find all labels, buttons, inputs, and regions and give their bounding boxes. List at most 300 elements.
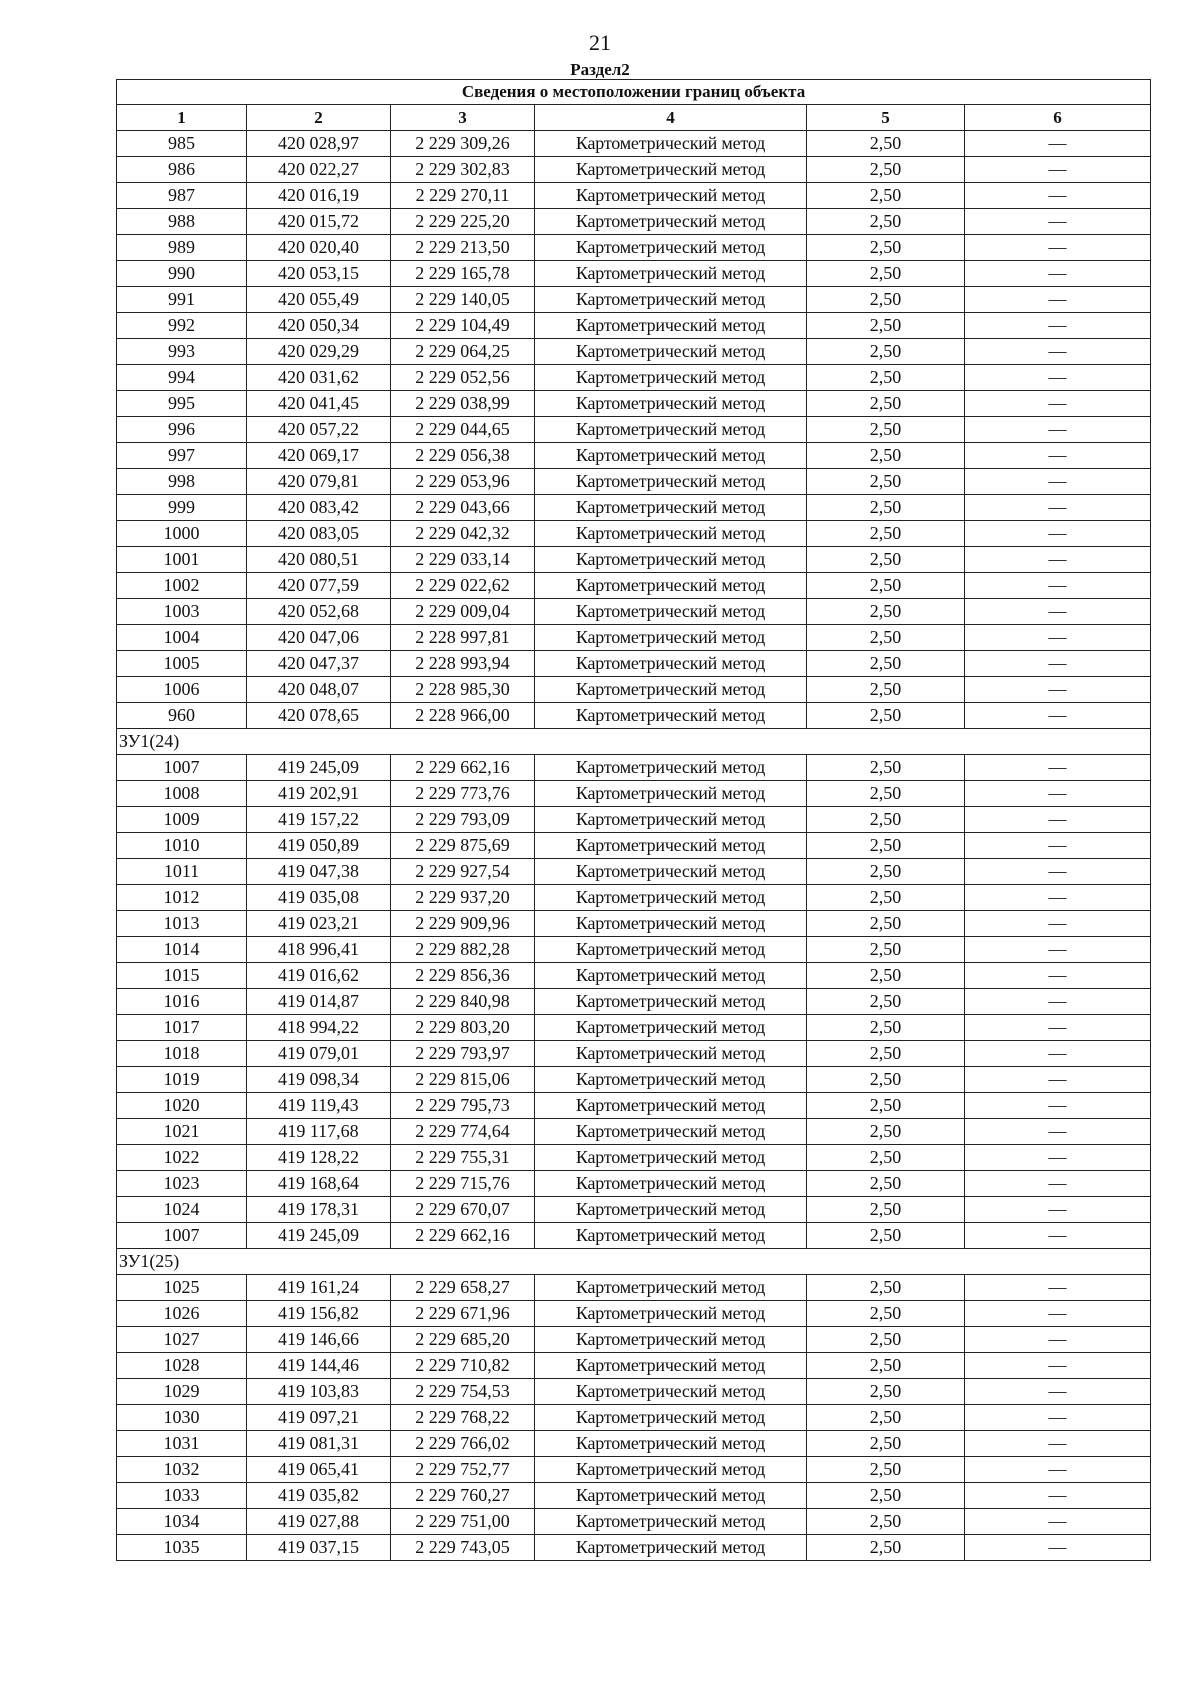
- point-number-cell: 1007: [117, 755, 247, 781]
- note-cell: —: [965, 1405, 1151, 1431]
- accuracy-cell: 2,50: [807, 365, 965, 391]
- accuracy-cell: 2,50: [807, 183, 965, 209]
- column-number-4: 4: [535, 105, 807, 131]
- y-coordinate-cell: 2 229 104,49: [391, 313, 535, 339]
- method-cell: Картометрический метод: [535, 209, 807, 235]
- point-number-cell: 998: [117, 469, 247, 495]
- y-coordinate-cell: 2 229 685,20: [391, 1327, 535, 1353]
- accuracy-cell: 2,50: [807, 521, 965, 547]
- table-row: [117, 677, 1151, 703]
- x-coordinate-cell: 420 083,05: [247, 521, 391, 547]
- x-coordinate-cell: 419 027,88: [247, 1509, 391, 1535]
- accuracy-cell: 2,50: [807, 1171, 965, 1197]
- method-cell: Картометрический метод: [535, 313, 807, 339]
- x-coordinate-cell: 420 078,65: [247, 703, 391, 729]
- method-cell: Картометрический метод: [535, 833, 807, 859]
- y-coordinate-cell: 2 229 793,09: [391, 807, 535, 833]
- y-coordinate-cell: 2 229 042,32: [391, 521, 535, 547]
- method-cell: Картометрический метод: [535, 781, 807, 807]
- method-cell: Картометрический метод: [535, 1275, 807, 1301]
- x-coordinate-cell: 419 079,01: [247, 1041, 391, 1067]
- accuracy-cell: 2,50: [807, 339, 965, 365]
- accuracy-cell: 2,50: [807, 1145, 965, 1171]
- note-cell: —: [965, 1509, 1151, 1535]
- note-cell: —: [965, 911, 1151, 937]
- note-cell: —: [965, 859, 1151, 885]
- y-coordinate-cell: 2 229 225,20: [391, 209, 535, 235]
- note-cell: —: [965, 235, 1151, 261]
- accuracy-cell: 2,50: [807, 235, 965, 261]
- note-cell: —: [965, 677, 1151, 703]
- y-coordinate-cell: 2 229 795,73: [391, 1093, 535, 1119]
- note-cell: —: [965, 183, 1151, 209]
- point-number-cell: 990: [117, 261, 247, 287]
- section-title: Раздел2: [570, 60, 630, 79]
- point-number-cell: 1013: [117, 911, 247, 937]
- accuracy-cell: 2,50: [807, 287, 965, 313]
- table-body: [117, 131, 1151, 1561]
- y-coordinate-cell: 2 229 662,16: [391, 755, 535, 781]
- y-coordinate-cell: 2 229 056,38: [391, 443, 535, 469]
- x-coordinate-cell: 420 048,07: [247, 677, 391, 703]
- y-coordinate-cell: 2 229 022,62: [391, 573, 535, 599]
- accuracy-cell: 2,50: [807, 1405, 965, 1431]
- table-row: [117, 989, 1151, 1015]
- y-coordinate-cell: 2 229 715,76: [391, 1171, 535, 1197]
- table-row: [117, 1223, 1151, 1249]
- method-cell: Картометрический метод: [535, 1509, 807, 1535]
- x-coordinate-cell: 420 020,40: [247, 235, 391, 261]
- point-number-cell: 1023: [117, 1171, 247, 1197]
- point-number-cell: 1008: [117, 781, 247, 807]
- y-coordinate-cell: 2 229 662,16: [391, 1223, 535, 1249]
- table-caption: Сведения о местоположении границ объекта: [117, 80, 1151, 105]
- boundary-coordinates-table: [116, 79, 1151, 1561]
- table-row: [117, 313, 1151, 339]
- y-coordinate-cell: 2 229 768,22: [391, 1405, 535, 1431]
- method-cell: Картометрический метод: [535, 911, 807, 937]
- y-coordinate-cell: 2 229 140,05: [391, 287, 535, 313]
- accuracy-cell: 2,50: [807, 1535, 965, 1561]
- group-label: ЗУ1(24): [117, 729, 1151, 755]
- point-number-cell: 1035: [117, 1535, 247, 1561]
- x-coordinate-cell: 418 994,22: [247, 1015, 391, 1041]
- x-coordinate-cell: 419 119,43: [247, 1093, 391, 1119]
- table-row: [117, 1301, 1151, 1327]
- point-number-cell: 1001: [117, 547, 247, 573]
- note-cell: —: [965, 755, 1151, 781]
- x-coordinate-cell: 419 023,21: [247, 911, 391, 937]
- point-number-cell: 995: [117, 391, 247, 417]
- method-cell: Картометрический метод: [535, 963, 807, 989]
- table-row: [117, 1041, 1151, 1067]
- table-row: [117, 1119, 1151, 1145]
- method-cell: Картометрический метод: [535, 365, 807, 391]
- table-row: [117, 339, 1151, 365]
- note-cell: —: [965, 1015, 1151, 1041]
- point-number-cell: 1020: [117, 1093, 247, 1119]
- y-coordinate-cell: 2 229 774,64: [391, 1119, 535, 1145]
- point-number-cell: 1002: [117, 573, 247, 599]
- point-number-cell: 1003: [117, 599, 247, 625]
- method-cell: Картометрический метод: [535, 1171, 807, 1197]
- x-coordinate-cell: 419 146,66: [247, 1327, 391, 1353]
- point-number-cell: 1015: [117, 963, 247, 989]
- group-header-row: [117, 729, 1151, 755]
- accuracy-cell: 2,50: [807, 963, 965, 989]
- x-coordinate-cell: 420 015,72: [247, 209, 391, 235]
- x-coordinate-cell: 420 077,59: [247, 573, 391, 599]
- accuracy-cell: 2,50: [807, 131, 965, 157]
- table-row: [117, 859, 1151, 885]
- note-cell: —: [965, 833, 1151, 859]
- accuracy-cell: 2,50: [807, 1431, 965, 1457]
- y-coordinate-cell: 2 228 997,81: [391, 625, 535, 651]
- x-coordinate-cell: 420 050,34: [247, 313, 391, 339]
- table-row: [117, 807, 1151, 833]
- method-cell: Картометрический метод: [535, 183, 807, 209]
- x-coordinate-cell: 419 245,09: [247, 1223, 391, 1249]
- y-coordinate-cell: 2 229 043,66: [391, 495, 535, 521]
- point-number-cell: 1004: [117, 625, 247, 651]
- y-coordinate-cell: 2 229 754,53: [391, 1379, 535, 1405]
- point-number-cell: 1000: [117, 521, 247, 547]
- table-row: [117, 417, 1151, 443]
- x-coordinate-cell: 419 050,89: [247, 833, 391, 859]
- note-cell: —: [965, 599, 1151, 625]
- note-cell: —: [965, 1301, 1151, 1327]
- note-cell: —: [965, 1145, 1151, 1171]
- accuracy-cell: 2,50: [807, 391, 965, 417]
- x-coordinate-cell: 419 168,64: [247, 1171, 391, 1197]
- accuracy-cell: 2,50: [807, 625, 965, 651]
- y-coordinate-cell: 2 229 937,20: [391, 885, 535, 911]
- y-coordinate-cell: 2 229 309,26: [391, 131, 535, 157]
- accuracy-cell: 2,50: [807, 417, 965, 443]
- y-coordinate-cell: 2 229 766,02: [391, 1431, 535, 1457]
- method-cell: Картометрический метод: [535, 573, 807, 599]
- method-cell: Картометрический метод: [535, 287, 807, 313]
- method-cell: Картометрический метод: [535, 651, 807, 677]
- note-cell: —: [965, 703, 1151, 729]
- table-row: [117, 547, 1151, 573]
- accuracy-cell: 2,50: [807, 157, 965, 183]
- table-row: [117, 703, 1151, 729]
- y-coordinate-cell: 2 229 751,00: [391, 1509, 535, 1535]
- method-cell: Картометрический метод: [535, 1015, 807, 1041]
- note-cell: —: [965, 1327, 1151, 1353]
- point-number-cell: 1026: [117, 1301, 247, 1327]
- column-number-5: 5: [807, 105, 965, 131]
- y-coordinate-cell: 2 229 815,06: [391, 1067, 535, 1093]
- method-cell: Картометрический метод: [535, 937, 807, 963]
- accuracy-cell: 2,50: [807, 209, 965, 235]
- table-row: [117, 1431, 1151, 1457]
- accuracy-cell: 2,50: [807, 1301, 965, 1327]
- table-row: [117, 1275, 1151, 1301]
- y-coordinate-cell: 2 229 658,27: [391, 1275, 535, 1301]
- x-coordinate-cell: 420 041,45: [247, 391, 391, 417]
- point-number-cell: 985: [117, 131, 247, 157]
- note-cell: —: [965, 365, 1151, 391]
- note-cell: —: [965, 443, 1151, 469]
- accuracy-cell: 2,50: [807, 1509, 965, 1535]
- accuracy-cell: 2,50: [807, 885, 965, 911]
- table-row: [117, 469, 1151, 495]
- accuracy-cell: 2,50: [807, 443, 965, 469]
- x-coordinate-cell: 419 128,22: [247, 1145, 391, 1171]
- note-cell: —: [965, 1093, 1151, 1119]
- accuracy-cell: 2,50: [807, 1093, 965, 1119]
- point-number-cell: 960: [117, 703, 247, 729]
- note-cell: —: [965, 1535, 1151, 1561]
- point-number-cell: 993: [117, 339, 247, 365]
- x-coordinate-cell: 419 117,68: [247, 1119, 391, 1145]
- table-row: [117, 885, 1151, 911]
- accuracy-cell: 2,50: [807, 651, 965, 677]
- note-cell: —: [965, 1379, 1151, 1405]
- x-coordinate-cell: 420 053,15: [247, 261, 391, 287]
- table-row: [117, 1145, 1151, 1171]
- y-coordinate-cell: 2 229 671,96: [391, 1301, 535, 1327]
- method-cell: Картометрический метод: [535, 1457, 807, 1483]
- point-number-cell: 1031: [117, 1431, 247, 1457]
- accuracy-cell: 2,50: [807, 911, 965, 937]
- method-cell: Картометрический метод: [535, 703, 807, 729]
- method-cell: Картометрический метод: [535, 1093, 807, 1119]
- note-cell: —: [965, 1067, 1151, 1093]
- y-coordinate-cell: 2 229 760,27: [391, 1483, 535, 1509]
- y-coordinate-cell: 2 229 052,56: [391, 365, 535, 391]
- accuracy-cell: 2,50: [807, 1379, 965, 1405]
- table-row: [117, 1379, 1151, 1405]
- method-cell: Картометрический метод: [535, 157, 807, 183]
- y-coordinate-cell: 2 229 743,05: [391, 1535, 535, 1561]
- y-coordinate-cell: 2 228 966,00: [391, 703, 535, 729]
- method-cell: Картометрический метод: [535, 807, 807, 833]
- note-cell: —: [965, 157, 1151, 183]
- table-row: [117, 963, 1151, 989]
- point-number-cell: 1011: [117, 859, 247, 885]
- method-cell: Картометрический метод: [535, 495, 807, 521]
- x-coordinate-cell: 418 996,41: [247, 937, 391, 963]
- x-coordinate-cell: 420 057,22: [247, 417, 391, 443]
- point-number-cell: 1032: [117, 1457, 247, 1483]
- point-number-cell: 1017: [117, 1015, 247, 1041]
- y-coordinate-cell: 2 229 270,11: [391, 183, 535, 209]
- method-cell: Картометрический метод: [535, 391, 807, 417]
- note-cell: —: [965, 1223, 1151, 1249]
- method-cell: Картометрический метод: [535, 547, 807, 573]
- method-cell: Картометрический метод: [535, 1145, 807, 1171]
- method-cell: Картометрический метод: [535, 885, 807, 911]
- y-coordinate-cell: 2 229 710,82: [391, 1353, 535, 1379]
- column-number-1: 1: [117, 105, 247, 131]
- x-coordinate-cell: 419 161,24: [247, 1275, 391, 1301]
- y-coordinate-cell: 2 229 840,98: [391, 989, 535, 1015]
- method-cell: Картометрический метод: [535, 1379, 807, 1405]
- accuracy-cell: 2,50: [807, 547, 965, 573]
- x-coordinate-cell: 420 047,37: [247, 651, 391, 677]
- table-row: [117, 1171, 1151, 1197]
- note-cell: —: [965, 209, 1151, 235]
- accuracy-cell: 2,50: [807, 703, 965, 729]
- method-cell: Картометрический метод: [535, 989, 807, 1015]
- point-number-cell: 1021: [117, 1119, 247, 1145]
- x-coordinate-cell: 420 016,19: [247, 183, 391, 209]
- table-row: [117, 781, 1151, 807]
- point-number-cell: 1029: [117, 1379, 247, 1405]
- y-coordinate-cell: 2 229 213,50: [391, 235, 535, 261]
- x-coordinate-cell: 420 047,06: [247, 625, 391, 651]
- method-cell: Картометрический метод: [535, 1353, 807, 1379]
- accuracy-cell: 2,50: [807, 1197, 965, 1223]
- x-coordinate-cell: 419 156,82: [247, 1301, 391, 1327]
- x-coordinate-cell: 419 016,62: [247, 963, 391, 989]
- y-coordinate-cell: 2 229 875,69: [391, 833, 535, 859]
- method-cell: Картометрический метод: [535, 599, 807, 625]
- note-cell: —: [965, 261, 1151, 287]
- point-number-cell: 1019: [117, 1067, 247, 1093]
- table-row: [117, 131, 1151, 157]
- point-number-cell: 1010: [117, 833, 247, 859]
- table-row: [117, 1457, 1151, 1483]
- table-row: [117, 1067, 1151, 1093]
- y-coordinate-cell: 2 228 985,30: [391, 677, 535, 703]
- note-cell: —: [965, 807, 1151, 833]
- method-cell: Картометрический метод: [535, 1301, 807, 1327]
- group-header-row: [117, 1249, 1151, 1275]
- y-coordinate-cell: 2 229 044,65: [391, 417, 535, 443]
- y-coordinate-cell: 2 229 064,25: [391, 339, 535, 365]
- x-coordinate-cell: 419 035,08: [247, 885, 391, 911]
- table-row: [117, 261, 1151, 287]
- table-row: [117, 937, 1151, 963]
- x-coordinate-cell: 420 052,68: [247, 599, 391, 625]
- table-row: [117, 755, 1151, 781]
- method-cell: Картометрический метод: [535, 1405, 807, 1431]
- method-cell: Картометрический метод: [535, 1223, 807, 1249]
- note-cell: —: [965, 391, 1151, 417]
- table-row: [117, 235, 1151, 261]
- group-label: ЗУ1(25): [117, 1249, 1151, 1275]
- accuracy-cell: 2,50: [807, 1015, 965, 1041]
- method-cell: Картометрический метод: [535, 1067, 807, 1093]
- accuracy-cell: 2,50: [807, 1457, 965, 1483]
- x-coordinate-cell: 420 055,49: [247, 287, 391, 313]
- note-cell: —: [965, 495, 1151, 521]
- method-cell: Картометрический метод: [535, 1535, 807, 1561]
- note-cell: —: [965, 287, 1151, 313]
- note-cell: —: [965, 573, 1151, 599]
- y-coordinate-cell: 2 229 882,28: [391, 937, 535, 963]
- point-number-cell: 1028: [117, 1353, 247, 1379]
- column-number-row: [117, 105, 1151, 131]
- table-row: [117, 495, 1151, 521]
- note-cell: —: [965, 1171, 1151, 1197]
- point-number-cell: 992: [117, 313, 247, 339]
- point-number-cell: 987: [117, 183, 247, 209]
- accuracy-cell: 2,50: [807, 313, 965, 339]
- method-cell: Картометрический метод: [535, 625, 807, 651]
- accuracy-cell: 2,50: [807, 755, 965, 781]
- point-number-cell: 1033: [117, 1483, 247, 1509]
- note-cell: —: [965, 781, 1151, 807]
- point-number-cell: 996: [117, 417, 247, 443]
- method-cell: Картометрический метод: [535, 417, 807, 443]
- method-cell: Картометрический метод: [535, 469, 807, 495]
- table-row: [117, 833, 1151, 859]
- y-coordinate-cell: 2 229 009,04: [391, 599, 535, 625]
- x-coordinate-cell: 419 097,21: [247, 1405, 391, 1431]
- accuracy-cell: 2,50: [807, 833, 965, 859]
- accuracy-cell: 2,50: [807, 1327, 965, 1353]
- accuracy-cell: 2,50: [807, 573, 965, 599]
- point-number-cell: 994: [117, 365, 247, 391]
- x-coordinate-cell: 419 014,87: [247, 989, 391, 1015]
- method-cell: Картометрический метод: [535, 1197, 807, 1223]
- x-coordinate-cell: 419 098,34: [247, 1067, 391, 1093]
- x-coordinate-cell: 419 202,91: [247, 781, 391, 807]
- note-cell: —: [965, 469, 1151, 495]
- x-coordinate-cell: 420 028,97: [247, 131, 391, 157]
- note-cell: —: [965, 1353, 1151, 1379]
- table-row: [117, 1327, 1151, 1353]
- x-coordinate-cell: 420 080,51: [247, 547, 391, 573]
- table-row: [117, 651, 1151, 677]
- note-cell: —: [965, 651, 1151, 677]
- note-cell: —: [965, 1041, 1151, 1067]
- accuracy-cell: 2,50: [807, 1223, 965, 1249]
- accuracy-cell: 2,50: [807, 1353, 965, 1379]
- table-row: [117, 1509, 1151, 1535]
- y-coordinate-cell: 2 229 793,97: [391, 1041, 535, 1067]
- y-coordinate-cell: 2 229 670,07: [391, 1197, 535, 1223]
- method-cell: Картометрический метод: [535, 131, 807, 157]
- table-row: [117, 391, 1151, 417]
- point-number-cell: 989: [117, 235, 247, 261]
- y-coordinate-cell: 2 229 302,83: [391, 157, 535, 183]
- x-coordinate-cell: 419 035,82: [247, 1483, 391, 1509]
- x-coordinate-cell: 420 083,42: [247, 495, 391, 521]
- point-number-cell: 1012: [117, 885, 247, 911]
- point-number-cell: 1034: [117, 1509, 247, 1535]
- table-row: [117, 157, 1151, 183]
- note-cell: —: [965, 417, 1151, 443]
- table-row: [117, 287, 1151, 313]
- table-row: [117, 1093, 1151, 1119]
- table-row: [117, 625, 1151, 651]
- point-number-cell: 1030: [117, 1405, 247, 1431]
- y-coordinate-cell: 2 229 856,36: [391, 963, 535, 989]
- y-coordinate-cell: 2 229 755,31: [391, 1145, 535, 1171]
- x-coordinate-cell: 420 029,29: [247, 339, 391, 365]
- method-cell: Картометрический метод: [535, 521, 807, 547]
- note-cell: —: [965, 1483, 1151, 1509]
- x-coordinate-cell: 420 031,62: [247, 365, 391, 391]
- y-coordinate-cell: 2 229 803,20: [391, 1015, 535, 1041]
- accuracy-cell: 2,50: [807, 989, 965, 1015]
- point-number-cell: 1014: [117, 937, 247, 963]
- accuracy-cell: 2,50: [807, 807, 965, 833]
- accuracy-cell: 2,50: [807, 859, 965, 885]
- method-cell: Картометрический метод: [535, 755, 807, 781]
- method-cell: Картометрический метод: [535, 1483, 807, 1509]
- table-row: [117, 1405, 1151, 1431]
- page-number: 21: [589, 30, 611, 55]
- accuracy-cell: 2,50: [807, 495, 965, 521]
- note-cell: —: [965, 885, 1151, 911]
